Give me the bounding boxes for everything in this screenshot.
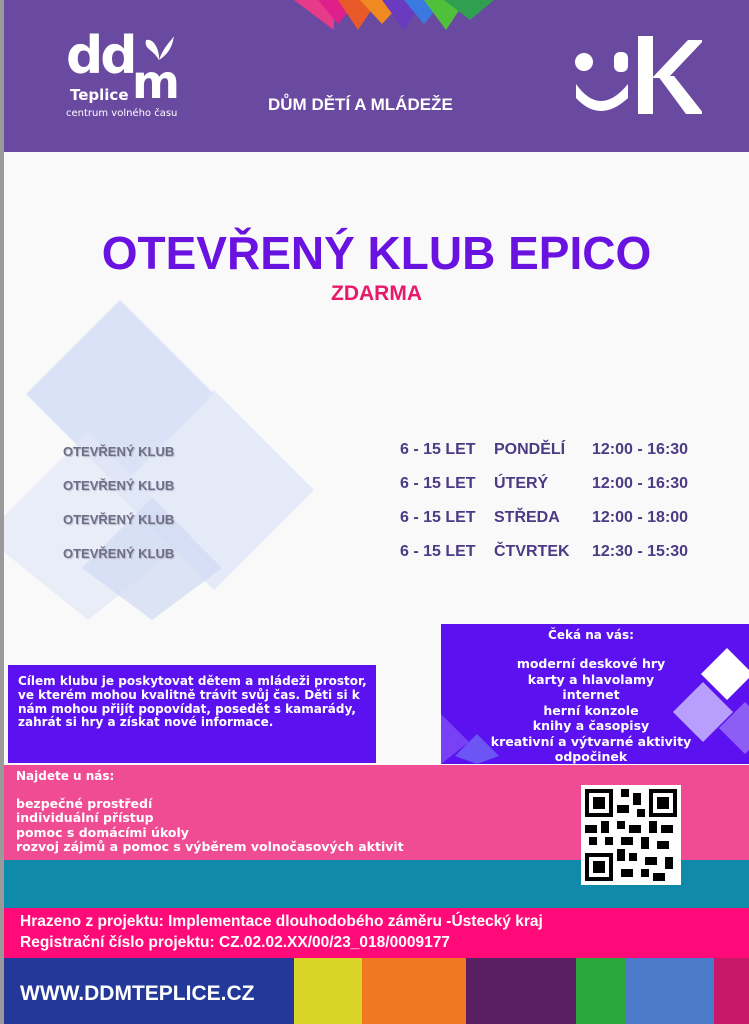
opening-hours: 12:00 - 16:30: [592, 475, 689, 492]
website-link[interactable]: WWW.DDMTEPLICE.CZ: [20, 982, 255, 1005]
list-item: herní konzole: [543, 702, 639, 718]
aim-text: Cílem klubu je poskytovat dětem a mládeži prostor, ve kterém mohou kvalitně trávit svůj čas. Děti si k nám mohou přijít popovídat, posedět s kamarády, zahrát si hry a získat nové informace.: [18, 674, 367, 730]
find-heading: Najdete u nás:: [16, 769, 115, 783]
offer-heading: Čeká na vás:: [548, 628, 634, 642]
offer-box: [441, 624, 749, 764]
opening-hours: 12:30 - 15:30: [592, 543, 689, 560]
list-item: individuální přístup: [16, 810, 154, 826]
qr-code-icon[interactable]: [581, 785, 681, 885]
list-item: kreativní a výtvarné aktivity: [490, 733, 692, 749]
opening-hours: 12:00 - 16:30: [592, 441, 689, 458]
poster-page: [4, 0, 749, 1024]
logo-city: Teplice: [70, 86, 129, 104]
list-item: karty a hlavolamy: [527, 671, 655, 687]
footer-stripe: [626, 958, 714, 1024]
age-range: 6 - 15 LET: [400, 543, 476, 560]
header-triangles: [294, 0, 494, 36]
header-title: DŮM DĚTÍ A MLÁDEŽE: [268, 95, 453, 114]
footer-stripe: [294, 958, 362, 1024]
funding-line-1: Hrazeno z projektu: Implementace dlouhodobého záměru -Ústecký kraj: [20, 913, 543, 930]
funding-box: [4, 908, 749, 958]
list-item: odpočinek: [554, 749, 628, 764]
uk-logo: [572, 32, 702, 118]
footer-stripe: [714, 958, 749, 1024]
opening-hours: 12:00 - 18:00: [592, 509, 689, 526]
list-item: moderní deskové hry: [516, 656, 666, 671]
logo-subtitle: centrum volného času: [66, 108, 178, 119]
club-name: OTEVŘENÝ KLUB: [63, 546, 175, 561]
schedule-row: [4, 438, 749, 472]
club-name: OTEVŘENÝ KLUB: [63, 478, 175, 493]
age-range: 6 - 15 LET: [400, 475, 476, 492]
list-item: rozvoj zájmů a pomoc s výběrem volnočasových aktivit: [16, 839, 404, 855]
page-subtitle: ZDARMA: [331, 282, 422, 305]
schedule-row: [4, 506, 749, 540]
list-item: internet: [562, 687, 620, 702]
age-range: 6 - 15 LET: [400, 441, 476, 458]
age-range: 6 - 15 LET: [400, 509, 476, 526]
schedule-row: [4, 540, 749, 574]
list-item: bezpečné prostředí: [16, 796, 153, 811]
weekday: ÚTERÝ: [494, 475, 549, 492]
footer-stripe: [466, 958, 576, 1024]
schedule-row: [4, 472, 749, 506]
weekday: STŘEDA: [494, 509, 560, 526]
footer-stripe: [362, 958, 466, 1024]
find-list: [16, 797, 404, 855]
ddm-logo: [66, 26, 196, 126]
footer: [4, 958, 749, 1024]
logo-dd-text: dd: [66, 26, 135, 86]
schedule-table: [4, 438, 749, 574]
weekday: PONDĚLÍ: [494, 441, 566, 458]
funding-line-2: Registrační číslo projektu: CZ.02.02.XX/00/23_018/0009177: [20, 934, 450, 951]
club-name: OTEVŘENÝ KLUB: [63, 444, 175, 459]
offer-list: [441, 656, 741, 764]
butterfly-icon: [142, 34, 176, 64]
header: [4, 0, 749, 152]
weekday: ČTVRTEK: [494, 543, 570, 560]
list-item: pomoc s domácími úkoly: [16, 824, 189, 840]
logo-m-text: m: [132, 55, 180, 109]
footer-stripe: [576, 958, 626, 1024]
club-name: OTEVŘENÝ KLUB: [63, 512, 175, 527]
aim-box: [8, 665, 376, 763]
page-title: OTEVŘENÝ KLUB EPICO: [101, 227, 652, 279]
list-item: knihy a časopisy: [532, 718, 650, 733]
